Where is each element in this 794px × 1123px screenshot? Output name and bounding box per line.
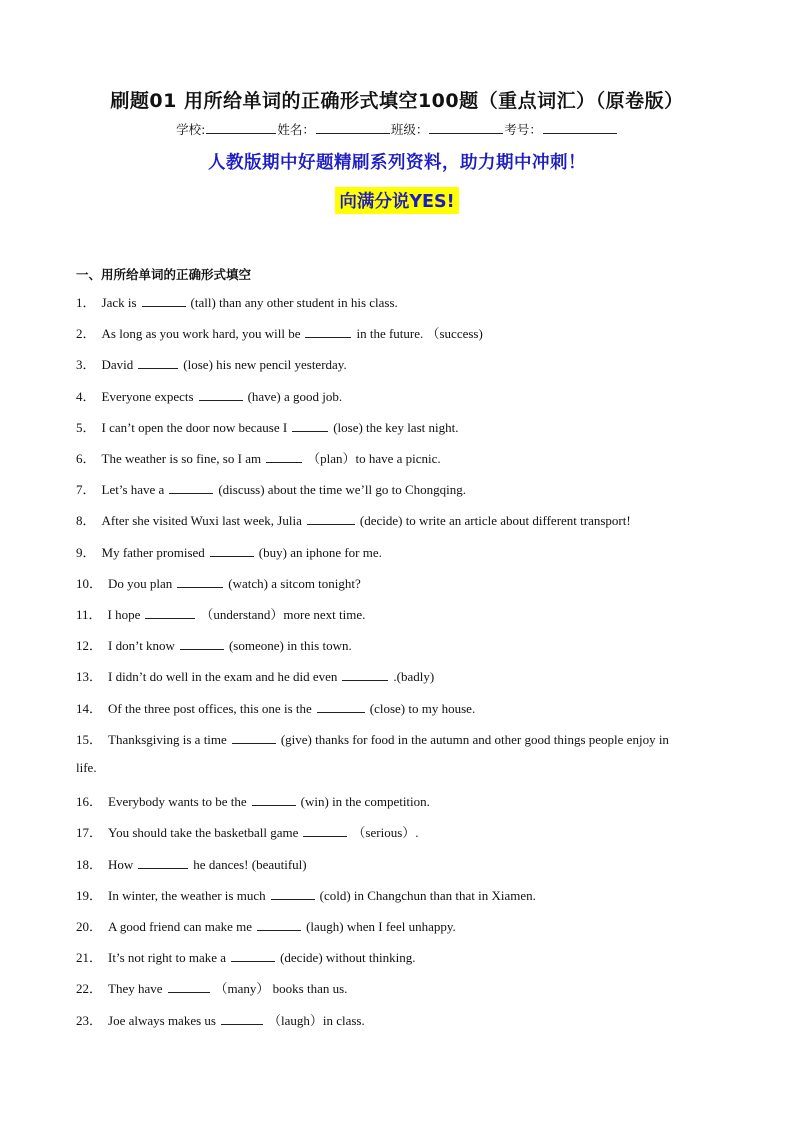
answer-blank[interactable] — [199, 388, 243, 401]
school-label: 学校: — [176, 122, 206, 137]
question-number: 20． — [76, 919, 103, 934]
question-text-before: Joe always makes us — [108, 1012, 216, 1028]
question-text-before: Jack is — [101, 295, 137, 310]
question-item — [76, 510, 631, 529]
school-blank[interactable] — [206, 121, 276, 134]
question-item — [76, 698, 475, 717]
question-item — [76, 885, 536, 904]
question-text-after: （understand）more next time. — [200, 607, 366, 622]
answer-blank[interactable] — [180, 637, 224, 650]
question-text-after: (give) thanks for food in the autumn and other good things people enjoy in — [280, 731, 669, 747]
question-text-after: (tall) than any other student in his class. — [190, 295, 398, 310]
question-number: 3． — [76, 357, 96, 373]
answer-blank[interactable] — [252, 793, 296, 806]
answer-blank[interactable] — [257, 918, 301, 931]
answer-blank[interactable] — [231, 949, 275, 962]
question-text-after: (cold) in Changchun than that in Xiamen. — [319, 887, 536, 903]
slogan-wrap — [0, 187, 794, 214]
question-item — [76, 916, 456, 935]
answer-blank[interactable] — [169, 481, 213, 494]
question-text-before: The weather is so fine, so I am — [101, 451, 262, 466]
question-item — [76, 947, 415, 966]
question-number: 23． — [76, 1012, 103, 1028]
question-text-before: I didn’t do well in the exam and he did even — [108, 669, 338, 685]
question-text-after: (decide) to write an article about different transport! — [359, 513, 631, 529]
question-text-before: Let’s have a — [101, 482, 165, 498]
question-number: 9． — [76, 544, 96, 560]
name-label: 姓名： — [277, 122, 315, 137]
question-text-after: (watch) a sitcom tonight? — [228, 575, 361, 591]
question-number: 14． — [76, 700, 103, 716]
question-continuation: life. — [76, 760, 97, 775]
question-text-before: Everybody wants to be the — [108, 794, 247, 810]
question-number: 8． — [76, 513, 96, 529]
question-number: 1． — [76, 295, 96, 310]
question-item — [76, 542, 382, 561]
question-text-before: As long as you work hard, you will be — [101, 326, 301, 342]
question-item — [76, 448, 441, 467]
answer-blank[interactable] — [138, 856, 188, 869]
question-number: 21． — [76, 950, 103, 966]
question-text-before: Do you plan — [108, 575, 173, 591]
question-item — [76, 323, 483, 342]
question-item — [76, 854, 307, 873]
question-item — [76, 354, 347, 373]
slogan-highlight: 向满分说YES! — [335, 187, 458, 214]
question-item — [76, 417, 458, 436]
answer-blank[interactable] — [210, 544, 254, 557]
question-number: 10． — [76, 575, 103, 591]
answer-blank[interactable] — [307, 512, 355, 525]
question-number: 16． — [76, 794, 103, 810]
question-item — [76, 479, 466, 498]
answer-blank[interactable] — [221, 1012, 263, 1025]
question-text-before: My father promised — [101, 544, 205, 560]
question-text-after: (decide) without thinking. — [280, 950, 416, 966]
name-blank[interactable] — [316, 121, 390, 134]
question-number: 2． — [76, 326, 96, 342]
answer-blank[interactable] — [138, 356, 178, 369]
question-number: 15． — [76, 731, 103, 747]
question-text-after: (lose) the key last night. — [333, 419, 459, 435]
question-text-after: (lose) his new pencil yesterday. — [183, 357, 347, 373]
question-item — [76, 635, 352, 654]
question-number: 7． — [76, 482, 96, 498]
question-text-after: in the future. （success) — [356, 326, 483, 342]
question-number: 13． — [76, 669, 103, 685]
exam-no-label: 考号： — [504, 122, 542, 137]
question-number: 19． — [76, 887, 103, 903]
class-blank[interactable] — [429, 121, 503, 134]
question-text-after: (someone) in this town. — [228, 638, 352, 654]
answer-blank[interactable] — [142, 294, 186, 307]
question-text-after: (discuss) about the time we’ll go to Chongqing. — [218, 482, 467, 498]
question-item — [76, 386, 342, 405]
answer-blank[interactable] — [266, 450, 302, 463]
question-text-before: I don’t know — [108, 638, 175, 654]
answer-blank[interactable] — [292, 419, 328, 432]
question-item — [76, 822, 419, 841]
question-text-after: (win) in the competition. — [300, 794, 430, 810]
question-text-after: (have) a good job. — [247, 388, 343, 404]
answer-blank[interactable] — [177, 575, 223, 588]
question-item — [76, 666, 434, 685]
answer-blank[interactable] — [303, 824, 347, 837]
answer-blank[interactable] — [317, 700, 365, 713]
page-title: 刷题01 用所给单词的正确形式填空100题（重点词汇）（原卷版） — [110, 90, 684, 112]
question-text-before: In winter, the weather is much — [108, 887, 266, 903]
question-number: 4． — [76, 388, 96, 404]
question-text-before: Of the three post offices, this one is the — [108, 700, 312, 716]
question-number: 5． — [76, 419, 96, 435]
question-number: 6． — [76, 451, 96, 466]
question-text-before: A good friend can make me — [108, 919, 253, 934]
question-number: 17． — [76, 825, 103, 841]
question-text-before: They have — [108, 981, 163, 997]
question-item — [76, 729, 669, 748]
class-label: 班级： — [390, 122, 429, 137]
question-text-after: (close) to my house. — [369, 700, 476, 716]
student-info-line — [0, 120, 794, 138]
question-text-before: It’s not right to make a — [108, 950, 227, 966]
question-text-after: he dances! (beautiful) — [193, 856, 307, 872]
question-text-before: Thanksgiving is a time — [108, 731, 227, 747]
answer-blank[interactable] — [271, 887, 315, 900]
question-number: 11． — [76, 607, 102, 622]
question-text-after: (buy) an iphone for me. — [258, 544, 382, 560]
question-number: 12． — [76, 638, 103, 654]
question-number: 22． — [76, 981, 103, 997]
answer-blank[interactable] — [232, 731, 276, 744]
question-text-before: I hope — [107, 607, 141, 622]
question-text-before: You should take the basketball game — [108, 825, 299, 841]
question-item — [76, 978, 347, 997]
answer-blank[interactable] — [168, 980, 210, 993]
question-text-before: Everyone expects — [101, 388, 194, 404]
question-text-after: （laugh）in class. — [267, 1012, 365, 1028]
answer-blank[interactable] — [342, 668, 388, 681]
question-text-after: （serious）. — [352, 825, 419, 841]
exam-no-blank[interactable] — [543, 121, 617, 134]
question-text-before: David — [101, 357, 134, 373]
question-text-before: How — [108, 856, 134, 872]
question-text-after: .(badly) — [393, 669, 435, 685]
question-text-before: I can’t open the door now because I — [101, 419, 288, 435]
question-text-before: After she visited Wuxi last week, Julia — [101, 513, 302, 529]
answer-blank[interactable] — [305, 325, 351, 338]
series-subtitle: 人教版期中好题精刷系列资料，助力期中冲刺！ — [208, 153, 586, 173]
question-item — [76, 604, 365, 623]
question-text-after: (laugh) when I feel unhappy. — [306, 919, 456, 934]
question-item — [76, 292, 398, 311]
answer-blank[interactable] — [145, 606, 195, 619]
question-number: 18． — [76, 856, 103, 872]
section-heading: 一、用所给单词的正确形式填空 — [76, 267, 252, 282]
question-item — [76, 1010, 365, 1029]
question-text-after: （many） books than us. — [214, 981, 348, 997]
question-text-after: （plan）to have a picnic. — [307, 451, 441, 466]
question-item — [76, 791, 430, 810]
question-item — [76, 573, 361, 592]
